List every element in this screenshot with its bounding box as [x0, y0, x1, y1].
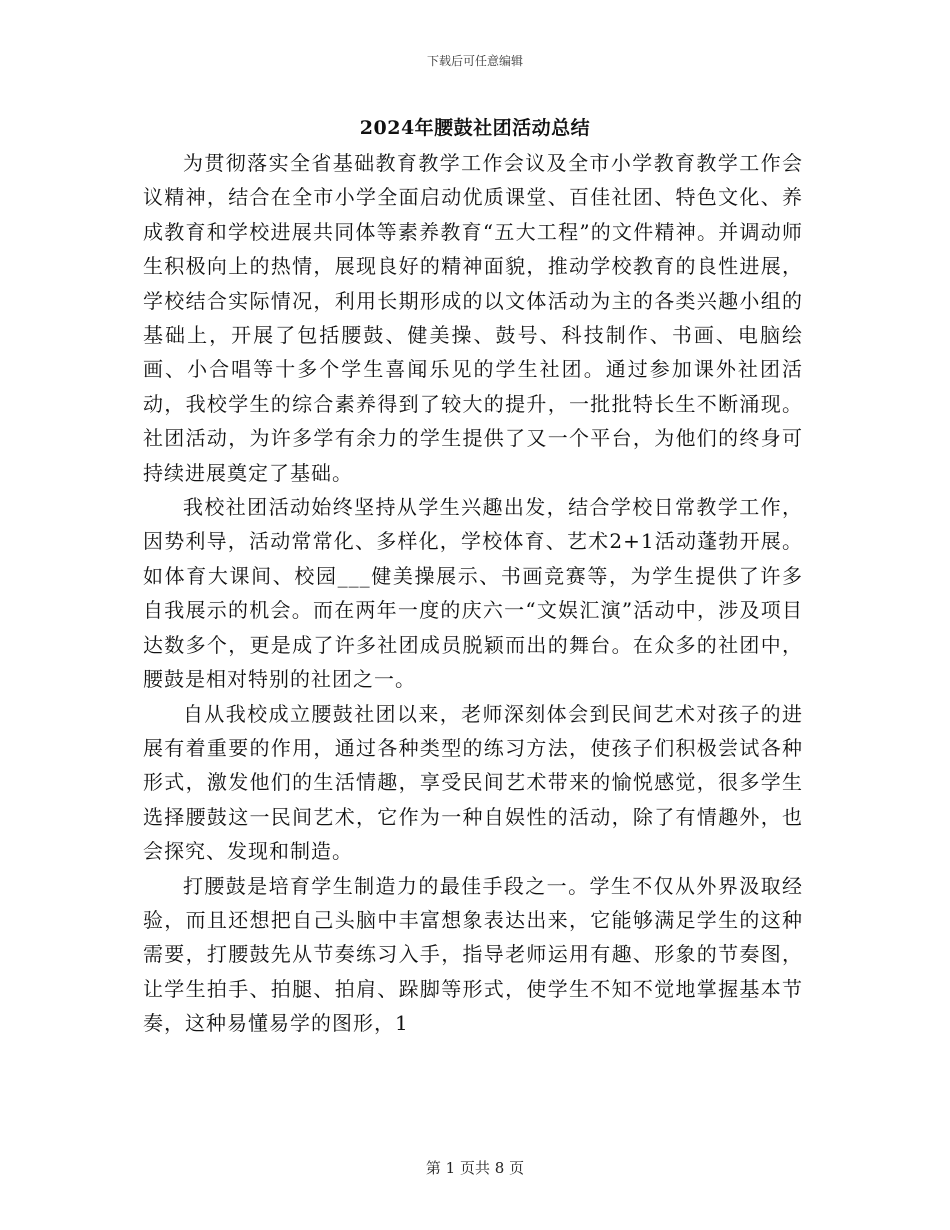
paragraph-1: 为贯彻落实全省基础教育教学工作会议及全市小学教育教学工作会议精神，结合在全市小学全面启动优质课堂、百佳社团、特色文化、养成教育和学校进展共同体等素养教育“五大工程”的文件精神。并调动师生积极向上的热情，展现良好的精神面貌，推动学校教育的良性进展，学校结合实际情况，利用长期形成的以文体活动为主的各类兴趣小组的基础上，开展了包括腰鼓、健美操、鼓号、科技制作、书画、电脑绘画、小合唱等十多个学生喜闻乐见的学生社团。通过参加课外社团活动，我校学生的综合素养得到了较大的提升，一批批特长生不断涌现。社团活动，为许多学有余力的学生提供了又一个平台，为他们的终身可持续进展奠定了基础。: [143, 151, 803, 485]
document-title: 2024年腰鼓社团活动总结: [359, 117, 591, 139]
paragraph-2: 我校社团活动始终坚持从学生兴趣出发，结合学校日常教学工作，因势利导，活动常常化、多样化，学校体育、艺术2+1活动蓬勃开展。如体育大课间、校园___健美操展示、书画竞赛等，为学生提供了许多自我展示的机会。而在两年一度的庆六一“文娱汇演”活动中，涉及项目达数多个，更是成了许多社团成员脱颖而出的舞台。在众多的社团中，腰鼓是相对特别的社团之一。: [143, 495, 803, 692]
document-body: [143, 146, 803, 1041]
page-footer: 第 1 页共 8 页: [425, 1159, 525, 1177]
paragraph-3: 自从我校成立腰鼓社团以来，老师深刻体会到民间艺术对孩子的进展有着重要的作用，通过各种类型的练习方法，使孩子们积极尝试各种形式，激发他们的生活情趣，享受民间艺术带来的愉悦感觉，很多学生选择腰鼓这一民间艺术，它作为一种自娱性的活动，除了有情趣外，也会探究、发现和制造。: [143, 701, 803, 864]
header-note: 下载后可任意编辑: [426, 54, 523, 68]
paragraph-4: 打腰鼓是培育学生制造力的最佳手段之一。学生不仅从外界汲取经验，而且还想把自己头脑中丰富想象表达出来，它能够满足学生的这种需要，打腰鼓先从节奏练习入手，指导老师运用有趣、形象的节奏图，让学生拍手、拍腿、拍肩、跺脚等形式，使学生不知不觉地掌握基本节奏，这种易懂易学的图形，1: [143, 873, 803, 1036]
